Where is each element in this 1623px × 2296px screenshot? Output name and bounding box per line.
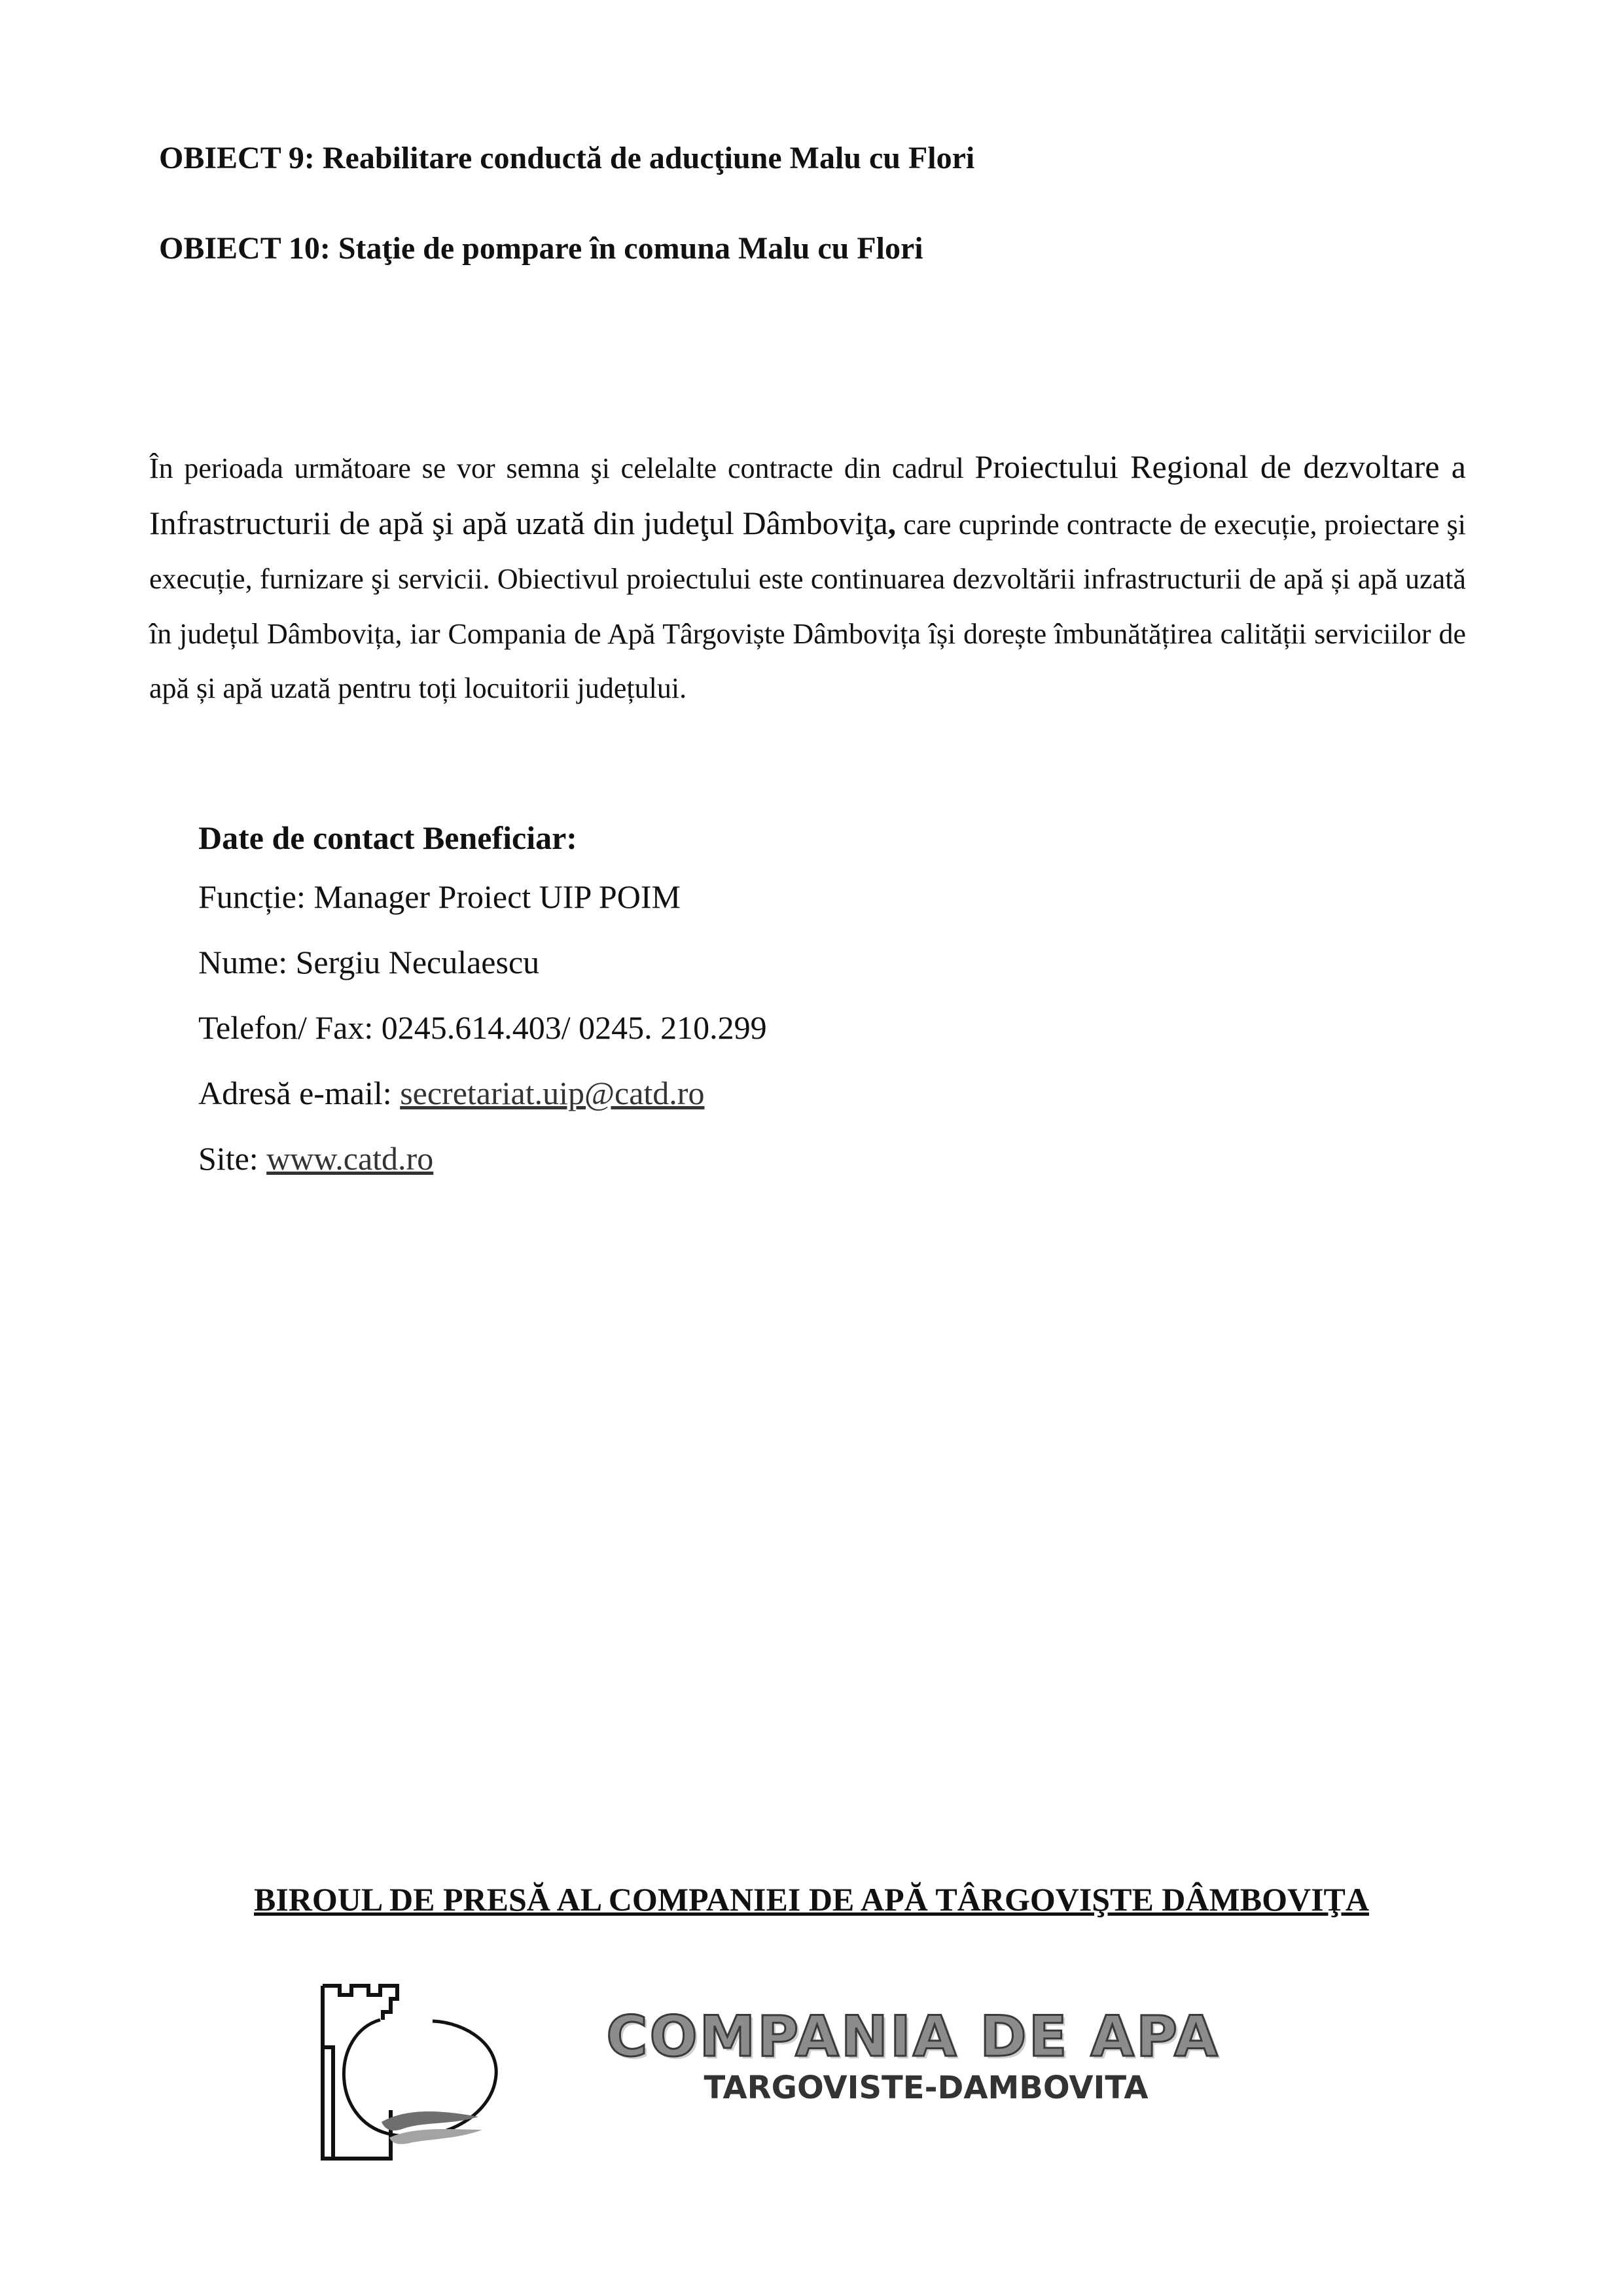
function-label: Funcție: (198, 878, 314, 915)
function-value: Manager Proiect UIP POIM (313, 878, 681, 915)
company-logo (576, 2004, 1250, 2106)
email-link[interactable]: secretariat.uip@catd.ro (400, 1075, 705, 1111)
project-name-comma: , (887, 504, 897, 541)
object-9-heading: OBIECT 9: Reabilitare conductă de aducţiune Malu cu Flori (159, 141, 975, 175)
logo-company-location: TARGOVISTE-DAMBOVITA (704, 2070, 1149, 2106)
paragraph-part-2: care cuprinde contracte de execuție, proiectare şi execuție, furnizare şi servicii. Obiectivul proiectului este continuarea dezvoltării infrastructurii de apă și apă uzată în județul Dâmbovița, iar Compania de Apă Târgoviște Dâmbovița își dorește îmbunătățirea calității serviciilor de apă și apă uzată pentru toți locuitorii județului. (149, 508, 1466, 704)
site-link[interactable]: www.catd.ro (266, 1140, 434, 1177)
contact-email (198, 1073, 704, 1113)
object-10-heading: OBIECT 10: Staţie de pompare în comuna Malu cu Flori (159, 231, 923, 266)
body-paragraph (149, 440, 1466, 716)
email-label: Adresă e-mail: (198, 1075, 401, 1111)
phone-value: 0245.614.403/ 0245. 210.299 (381, 1009, 767, 1046)
contact-site (198, 1139, 433, 1178)
phone-label: Telefon/ Fax: (198, 1009, 382, 1046)
site-label: Site: (198, 1140, 267, 1177)
logo-company-name: COMPANIA DE APA (606, 2004, 1220, 2070)
name-label: Nume: (198, 944, 296, 980)
contact-block (198, 818, 577, 857)
name-value: Sergiu Neculaescu (295, 944, 540, 980)
contact-name (198, 942, 539, 982)
project-name: Proiectului Regional de dezvoltare a Infrastructurii de apă şi apă uzată din judeţul Dâmboviţa (149, 448, 1466, 541)
paragraph-part-1: În perioada următoare se vor semna şi celelalte contracte din cadrul (149, 452, 975, 484)
contact-phone (198, 1008, 767, 1047)
contact-title: Date de contact Beneficiar: (198, 819, 577, 856)
contact-function (198, 877, 681, 916)
tower-wave-logo-icon (317, 1982, 501, 2165)
press-office-heading: BIROUL DE PRESĂ AL COMPANIEI DE APĂ TÂRGOVIŞTE DÂMBOVIŢA (254, 1881, 1369, 1918)
